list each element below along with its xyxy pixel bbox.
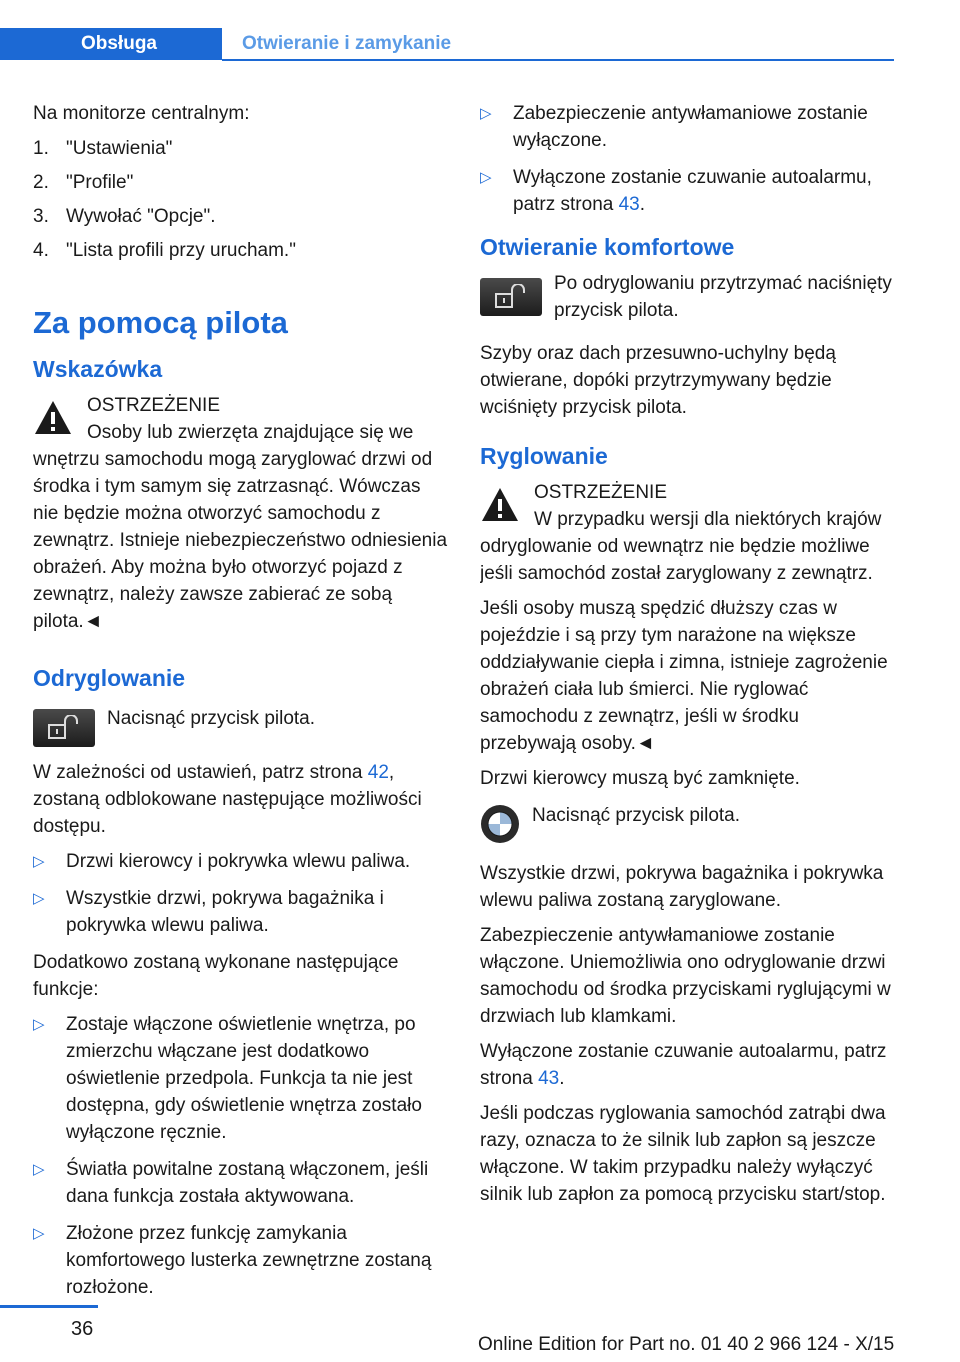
functions-list: [33, 1011, 448, 1301]
continued-item-text: Zabezpieczenie antywłamaniowe zostanie wyłączone.: [513, 103, 868, 151]
function-item: [33, 1156, 448, 1210]
steps-list: [33, 135, 448, 264]
continued-item-text: .: [639, 194, 646, 215]
step-number: 4.: [33, 240, 49, 261]
step-text: "Ustawienia": [66, 138, 173, 159]
step-text: "Lista profili przy urucham.": [66, 240, 296, 261]
warning-label: OSTRZEŻENIE: [87, 395, 221, 416]
function-item: [33, 1220, 448, 1301]
triangle-bullet-icon: ▷: [33, 853, 45, 870]
dependency-text-part: W zależności od ustawień, patrz strona: [33, 762, 368, 783]
function-item-text: Zostaje włączone oświetlenie wnętrza, po zmierzchu włączane jest dodatkowo oświetlenie przedpola. Funkcja ta nie jest dostępna, gdy oświetlenie wnętrza zostało wyłączone ręcznie.: [66, 1014, 422, 1143]
step-item: [33, 203, 448, 230]
lock-paragraph: Wszystkie drzwi, pokrywa bagażnika i pokrywka wlewu paliwa zostaną zaryglowane.: [480, 863, 884, 911]
function-item-text: Złożone przez funkcję zamykania komfortowego lusterka zewnętrzne zostaną rozłożone.: [66, 1223, 432, 1298]
step-number: 2.: [33, 172, 49, 193]
triangle-bullet-icon: ▷: [33, 890, 45, 907]
continued-item-text: Wyłączone zostanie czuwanie autoalarmu, patrz strona: [513, 167, 872, 215]
doors-closed-text: Drzwi kierowcy muszą być zamknięte.: [480, 768, 800, 789]
page-link[interactable]: 42: [367, 762, 389, 783]
chapter-tab[interactable]: Otwieranie i zamykanie: [242, 33, 452, 54]
warning-text: Osoby lub zwierzęta znajdujące się we wnętrzu samochodu mogą zaryglować drzwi od środka i tym samym się zatrzasnąć. Wówczas nie będzie można otworzyć samochodu z zewnątrz. Istnieje niebezpieczeństwo odniesienia obrażeń. Aby można było otworzyć pojazd z zewnątrz, należy zawsze zabierać ze sobą pilota.◄: [33, 422, 448, 632]
unlock-instruction: Nacisnąć przycisk pilota.: [107, 708, 316, 729]
access-list: [33, 848, 448, 939]
lock-paragraph-part: .: [559, 1068, 565, 1089]
section-tab-active[interactable]: [0, 28, 222, 60]
lock-paragraph: Jeśli podczas ryglowania samochód zatrąbi dwa razy, oznacza to że silnik lub zapłon są jeszcze włączone. W takim przypadku należy wyłączyć silnik lub zapłon za pomocą przycisku start/stop.: [480, 1103, 886, 1205]
access-item-text: Wszystkie drzwi, pokrywa bagażnika i pokrywka wlewu paliwa.: [66, 888, 384, 936]
note-heading: Wskazówka: [33, 356, 163, 382]
triangle-bullet-icon: ▷: [480, 105, 492, 122]
section-tab-label: Obsługa: [80, 33, 157, 54]
function-item: [33, 1011, 448, 1146]
lock-instruction: Nacisnąć przycisk pilota.: [532, 805, 741, 826]
page-link[interactable]: 43: [618, 194, 640, 215]
lock-heading: Ryglowanie: [480, 443, 608, 469]
dependency-text-part: , zostaną odblokowane następujące możliwości dostępu.: [33, 762, 422, 837]
page-number: 36: [71, 1318, 94, 1340]
bmw-logo-icon: [480, 804, 520, 844]
page-header: [0, 28, 960, 60]
warning-triangle-icon: [480, 485, 520, 525]
intro-text: Na monitorze centralnym:: [33, 103, 250, 124]
header-divider: [222, 59, 894, 61]
comfort-instruction: Po odryglowaniu przytrzymać naciśnięty przycisk pilota.: [554, 273, 892, 321]
warning-triangle-icon: [33, 398, 73, 438]
unlock-button-icon: [33, 709, 95, 747]
unlock-button-icon: [480, 278, 542, 316]
triangle-bullet-icon: ▷: [33, 1161, 45, 1178]
triangle-bullet-icon: ▷: [33, 1016, 45, 1033]
warning-text: W przypadku wersji dla niektórych krajów odryglowanie od wewnątrz nie będzie możliwe jeśli samochód został zaryglowany z zewnątrz.: [480, 509, 882, 584]
step-text: Wywołać "Opcje".: [66, 206, 216, 227]
unlock-heading: Odryglowanie: [33, 665, 186, 691]
lock-paragraph: Zabezpieczenie antywłamaniowe zostanie włączone. Uniemożliwia ono odryglowanie drzwi samochodu od środka przyciskami ryglującymi w drzwiach lub klamkami.: [480, 925, 891, 1027]
lock-paragraph: [480, 1038, 898, 1092]
lock-key-block: [480, 800, 898, 852]
comfort-text: Szyby oraz dach przesuwno-uchylny będą otwierane, dopóki przytrzymywany będzie wciśnięty przycisk pilota.: [480, 343, 836, 418]
step-item: [33, 237, 448, 264]
function-item-text: Światła powitalne zostaną włączonem, jeśli dana funkcja została aktywowana.: [66, 1159, 429, 1207]
step-number: 3.: [33, 206, 49, 227]
section-heading: Za pomocą pilota: [33, 305, 288, 340]
unlock-key-block: [33, 701, 448, 751]
warning-block: [33, 392, 448, 643]
access-item: [33, 848, 448, 875]
access-item: [33, 885, 448, 939]
step-number: 1.: [33, 138, 49, 159]
lock-paragraph-part: Wyłączone zostanie czuwanie autoalarmu, patrz strona: [480, 1041, 887, 1089]
comfort-heading: Otwieranie komfortowe: [480, 234, 735, 260]
step-item: [33, 135, 448, 162]
step-item: [33, 169, 448, 196]
additional-intro: Dodatkowo zostaną wykonane następujące funkcje:: [33, 952, 399, 1000]
page-link[interactable]: 43: [538, 1068, 560, 1089]
continued-item: [480, 100, 898, 154]
triangle-bullet-icon: ▷: [33, 1225, 45, 1242]
continued-item: [480, 164, 898, 218]
left-column: [33, 100, 448, 1311]
access-item-text: Drzwi kierowcy i pokrywka wlewu paliwa.: [66, 851, 411, 872]
edition-footer: Online Edition for Part no. 01 40 2 966 124 - X/15: [478, 1334, 895, 1355]
triangle-bullet-icon: ▷: [480, 169, 492, 186]
dependency-text: [33, 759, 448, 840]
footer-divider: [0, 1305, 98, 1308]
right-column: [480, 100, 898, 1216]
warning-label: OSTRZEŻENIE: [534, 482, 668, 503]
warning-text-continued: Jeśli osoby muszą spędzić dłuższy czas w pojeździe i są przy tym narażone na większe oddziaływanie ciepła i zimna, istnieje zagrożenie obrażeń ciała lub śmierci. Nie ryglować samochodu z zewnątrz, jeśli w środku przebywają osoby.◄: [480, 598, 888, 754]
continued-list: [480, 100, 898, 218]
comfort-key-block: [480, 270, 898, 332]
step-text: "Profile": [66, 172, 134, 193]
warning-block: [480, 479, 898, 595]
